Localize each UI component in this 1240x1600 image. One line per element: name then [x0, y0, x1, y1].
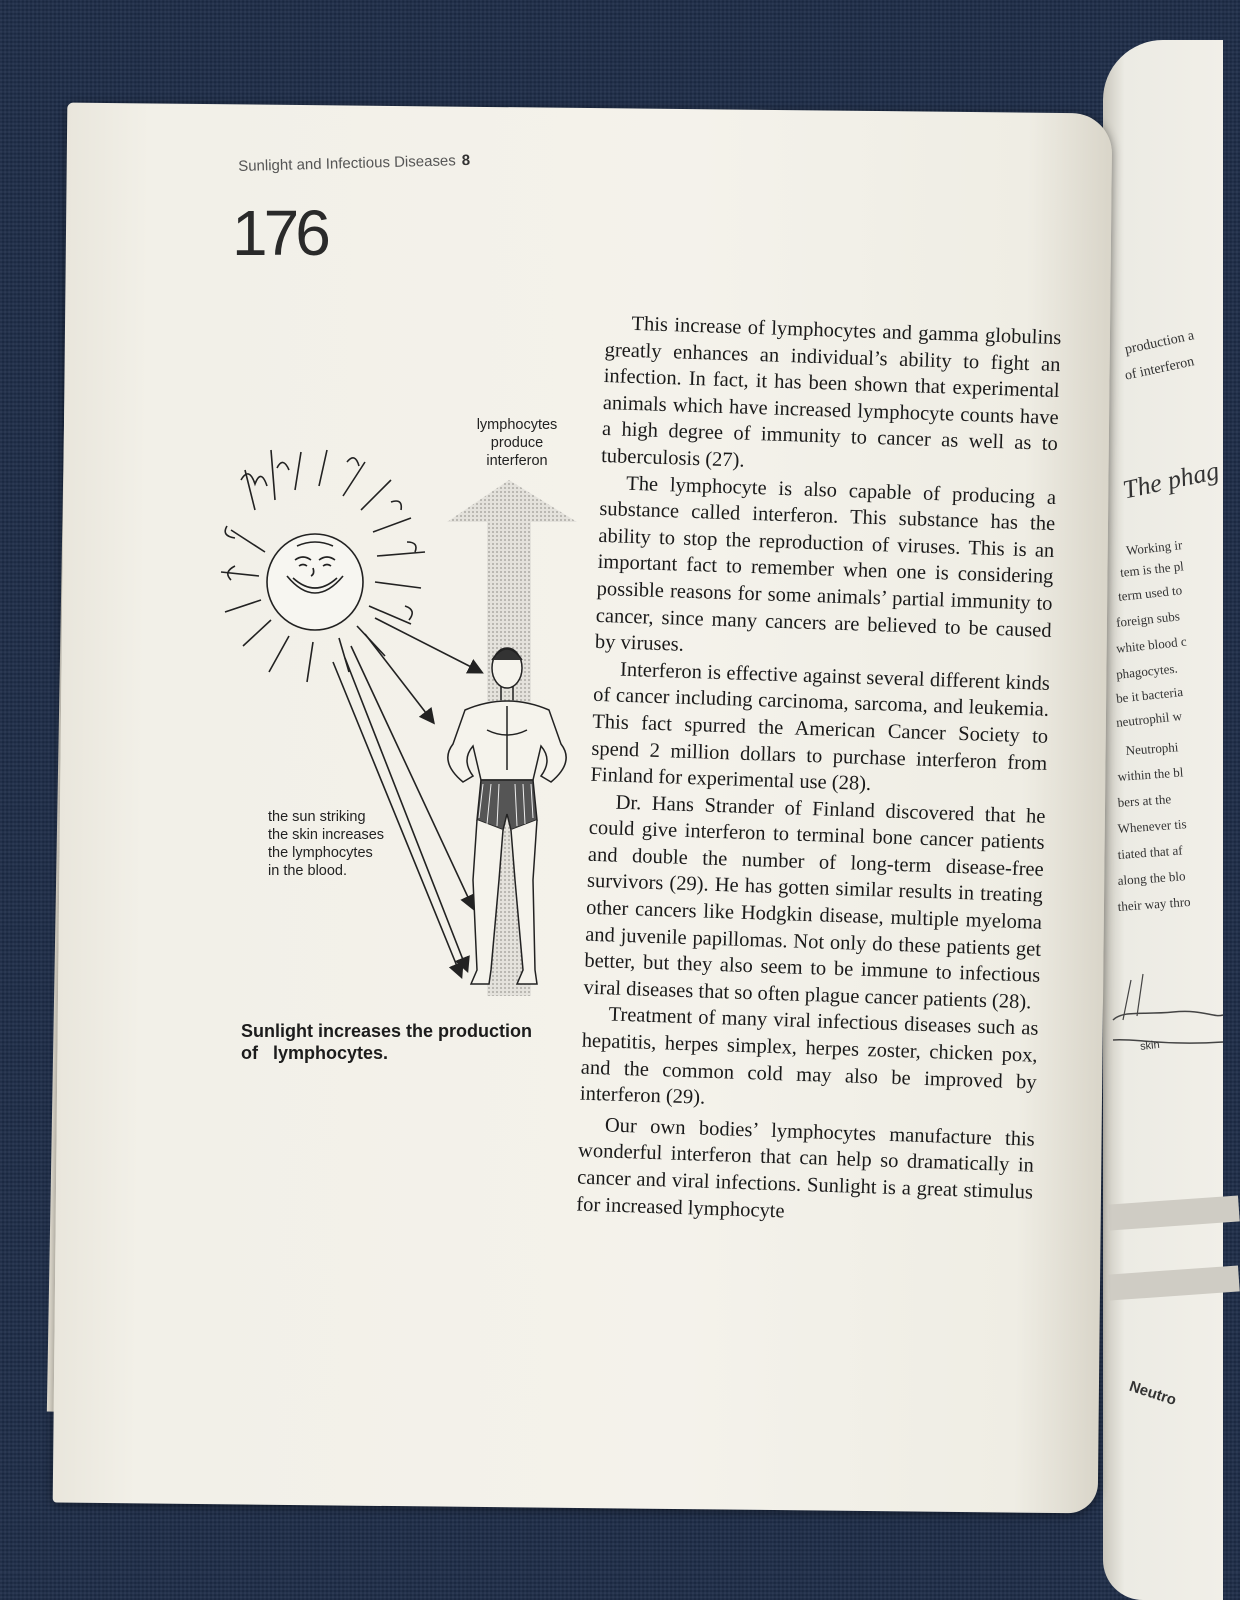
facing-page-line: of interferon [1123, 354, 1196, 384]
facing-page-line: within the bl [1117, 764, 1184, 784]
facing-page-line: tem is the pl [1119, 558, 1185, 580]
label-line: lymphocytes [476, 417, 558, 433]
paragraph: This increase of lymphocytes and gamma globulins greatly enhances an individual’s ability to fight an infection. In fact, it has been shown that experimental animals which have increased lymphocyte counts have a high degree of immunity to cancer as well as to tuberculosis (27). [600, 312, 1062, 472]
facing-page-line: Neutrophi [1125, 739, 1179, 758]
facing-page-line: white blood c [1115, 633, 1188, 656]
facing-page-line: bers at the [1117, 791, 1172, 810]
facing-page-line: phagocytes. [1115, 660, 1179, 682]
paragraph: The lymphocyte is also capable of producing a substance called interferon. This substance has the ability to stop the reproduction of viruses. This is an important fact to remember when one is considering possible reasons for some animals’ partial immunity to cancer, since many cancers are believed to be caused by viruses. [594, 472, 1057, 656]
facing-page [1103, 40, 1223, 1600]
label-line: the lymphocytes [268, 845, 373, 861]
sunlight-rays [333, 618, 481, 976]
facing-page-label: Neutro [1127, 1377, 1179, 1410]
facing-page-diagram [1103, 960, 1223, 1080]
facing-page-band [1108, 1265, 1239, 1300]
facing-page-line: their way thro [1117, 893, 1191, 914]
label-line: interferon [486, 453, 548, 469]
label-line: produce [490, 435, 544, 451]
figure-caption [241, 1020, 581, 1064]
paragraph: Dr. Hans Strander of Finland discovered that he could give interferon to terminal bone cancer patients and double the number of long-term disease-free survivors (29). He has gotten similar results in treating other cancers like Hodgkin disease, multiple myeloma and juvenile papillomas. Not only do these patients get better, but they also seem to be immune to infectious viral diseases that so often plague cancer patients (28). [583, 791, 1046, 1014]
running-head-title: Sunlight and Infectious Diseases [238, 152, 457, 175]
paragraph: Our own bodies’ lymphocytes manufacture this wonderful interferon that can help so dramatically in cancer and viral infections. Sunlight is a great stimulus for increased lymphocyte [575, 1114, 1036, 1223]
chapter-number: 8 [461, 151, 471, 170]
facing-page-line: foreign subs [1115, 608, 1181, 630]
page-number: 176 [232, 197, 327, 269]
facing-page-line: Whenever tis [1117, 816, 1188, 836]
facing-page-line: along the blo [1117, 868, 1186, 888]
facing-page-line: neutrophil w [1115, 708, 1183, 730]
facing-page-heading: The phag [1120, 455, 1222, 505]
caption-line: Sunlight increases the production [241, 1021, 533, 1041]
paragraph: Interferon is effective against several different kinds of cancer including carcinoma, sarcoma, and leukemia. This fact spurred the American Cancer Society to spend 2 million dollars to purchase interferon from Finland for experimental use (28). [590, 658, 1051, 796]
caption-line: of lymphocytes. [241, 1043, 389, 1063]
facing-page-line: be it bacteria [1115, 683, 1184, 706]
figure-label-left [268, 808, 418, 880]
facing-page-label: skin [1139, 1038, 1161, 1053]
label-line: the sun striking [268, 809, 366, 825]
label-line: the skin increases [268, 827, 385, 843]
paragraph: Treatment of many viral infectious diseases such as hepatitis, herpes simplex, herpes zoster, chicken pox, and the common cold may also be improved by interferon (29). [579, 1003, 1039, 1109]
facing-page-line: tiated that af [1117, 842, 1184, 862]
facing-page-line: Working ir [1125, 537, 1183, 558]
sunlight-illustration [215, 410, 595, 1010]
figure-label-top [462, 416, 572, 470]
sun-icon [221, 450, 425, 682]
facing-page-line: production a [1123, 328, 1196, 358]
label-line: in the blood. [268, 863, 348, 879]
facing-page-band [1108, 1195, 1239, 1230]
facing-page-line: term used to [1117, 582, 1183, 604]
body-text [576, 310, 1062, 1233]
